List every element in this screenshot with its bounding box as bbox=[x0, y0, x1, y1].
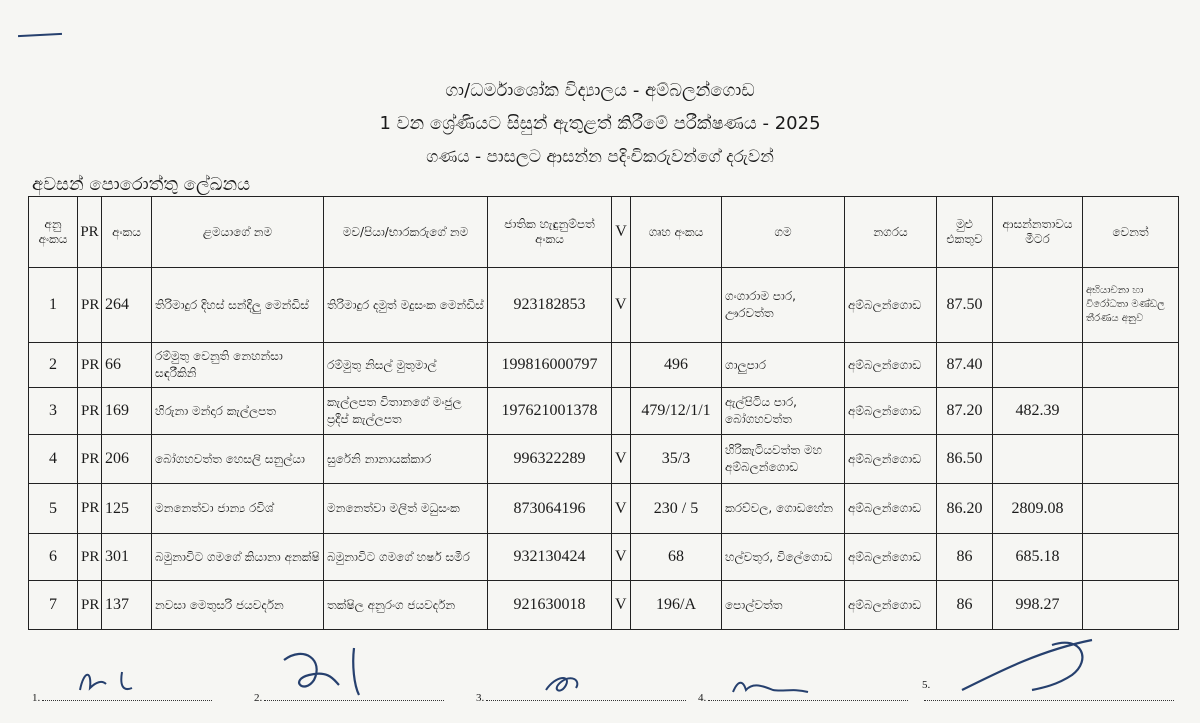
row-number: 4 bbox=[29, 435, 78, 484]
distance-meters: 685.18 bbox=[993, 534, 1083, 581]
village: කරව්වල, ගොඩහේන bbox=[722, 484, 845, 534]
application-id: 169 bbox=[102, 388, 152, 435]
village: ගාලුපාර bbox=[722, 343, 845, 388]
city: අම්බලන්ගොඩ bbox=[845, 388, 937, 435]
school-title: ගා/ධර්මාශෝක විද්‍යාලය - අම්බලන්ගොඩ bbox=[445, 80, 755, 101]
v-mark: V bbox=[612, 534, 631, 581]
total-marks: 87.50 bbox=[937, 268, 993, 343]
distance-meters: 2809.08 bbox=[993, 484, 1083, 534]
other-note bbox=[1083, 343, 1179, 388]
house-number: 479/12/1/1 bbox=[631, 388, 722, 435]
pr-code: PR bbox=[78, 534, 102, 581]
child-name: මනනෙත්වා ජාන්‍ය රවිශ් bbox=[152, 484, 324, 534]
total-marks: 86 bbox=[937, 581, 993, 630]
child-name: තිරිමාදුර දිහස් සන්දිලු මෙන්ඩිස් bbox=[152, 268, 324, 343]
other-note bbox=[1083, 435, 1179, 484]
v-mark: V bbox=[612, 581, 631, 630]
pr-code: PR bbox=[78, 581, 102, 630]
house-number: 68 bbox=[631, 534, 722, 581]
table-row bbox=[29, 484, 1179, 534]
distance-meters bbox=[993, 268, 1083, 343]
signature-scribble-1 bbox=[72, 660, 162, 700]
row-number: 5 bbox=[29, 484, 78, 534]
col-header: මුළු එකතුව bbox=[937, 197, 993, 268]
pr-code: PR bbox=[78, 268, 102, 343]
v-mark: V bbox=[612, 484, 631, 534]
signature-scribble-2 bbox=[274, 640, 384, 700]
house-number: 196/A bbox=[631, 581, 722, 630]
total-marks: 86 bbox=[937, 534, 993, 581]
child-name: බමුනාවිට ගමගේ කියානා අනක්ෂි bbox=[152, 534, 324, 581]
col-header: නගරය bbox=[845, 197, 937, 268]
signature-scribble-3 bbox=[536, 660, 596, 700]
pr-code: PR bbox=[78, 388, 102, 435]
pen-mark bbox=[18, 33, 62, 37]
signature-area bbox=[28, 640, 1178, 710]
signature-line-4: 4. bbox=[698, 691, 908, 704]
city: අම්බලන්ගොඩ bbox=[845, 435, 937, 484]
col-header: ගෘහ අංකය bbox=[631, 197, 722, 268]
signature-scribble-4 bbox=[728, 670, 818, 700]
col-header: ගම bbox=[722, 197, 845, 268]
village: ඇල්පිටිය පාර, බෝගහවත්ත bbox=[722, 388, 845, 435]
col-header: ළමයාගේ නම bbox=[152, 197, 324, 268]
list-title: අවසන් පොරොත්තු ලේඛනය bbox=[32, 174, 251, 195]
other-note bbox=[1083, 534, 1179, 581]
nic-number: 197621001378 bbox=[488, 388, 612, 435]
distance-meters bbox=[993, 435, 1083, 484]
village: හිරිකැටියවත්ත මහ අම්බලන්ගොඩ bbox=[722, 435, 845, 484]
child-name: නවසා මෙතුසරි ජයවර්දන bbox=[152, 581, 324, 630]
house-number: 230 / 5 bbox=[631, 484, 722, 534]
parent-name: මනනෙත්වා මලිත් මධුසංක bbox=[324, 484, 488, 534]
col-header: PR bbox=[78, 197, 102, 268]
application-id: 137 bbox=[102, 581, 152, 630]
pr-code: PR bbox=[78, 343, 102, 388]
table-row bbox=[29, 435, 1179, 484]
total-marks: 86.50 bbox=[937, 435, 993, 484]
parent-name: තිරිමාදුර දමුත් මදුසංක මෙන්ඩිස් bbox=[324, 268, 488, 343]
nic-number: 921630018 bbox=[488, 581, 612, 630]
row-number: 1 bbox=[29, 268, 78, 343]
city: අම්බලන්ගොඩ bbox=[845, 484, 937, 534]
row-number: 6 bbox=[29, 534, 78, 581]
parent-name: බමුනාවිට ගමගේ හර්ෂ සමීර bbox=[324, 534, 488, 581]
v-mark: V bbox=[612, 435, 631, 484]
table-row bbox=[29, 388, 1179, 435]
total-marks: 87.40 bbox=[937, 343, 993, 388]
nic-number: 996322289 bbox=[488, 435, 612, 484]
total-marks: 87.20 bbox=[937, 388, 993, 435]
application-id: 66 bbox=[102, 343, 152, 388]
table-row bbox=[29, 268, 1179, 343]
exam-title: 1 වන ශ්‍රේණියට සිසුන් ඇතුළත් කිරීමේ පරීක්ෂණය - 2025 bbox=[379, 113, 821, 134]
city: අම්බලන්ගොඩ bbox=[845, 268, 937, 343]
child-name: රම්මුතු වෙනුති නෙහන්සා සඳරීකිනි bbox=[152, 343, 324, 388]
signature-line-3: 3. bbox=[476, 691, 686, 704]
other-note bbox=[1083, 484, 1179, 534]
city: අම්බලන්ගොඩ bbox=[845, 534, 937, 581]
child-name: හිරුනා මන්දාර කැල්ලපත bbox=[152, 388, 324, 435]
pr-code: PR bbox=[78, 435, 102, 484]
col-header: අංකය bbox=[102, 197, 152, 268]
total-marks: 86.20 bbox=[937, 484, 993, 534]
nic-number: 199816000797 bbox=[488, 343, 612, 388]
table-row bbox=[29, 581, 1179, 630]
other-note: අභියාචනා හා විරෝධතා මණ්ඩල තීරණය අනුව bbox=[1083, 268, 1179, 343]
signature-line-2: 2. bbox=[254, 691, 444, 704]
city: අම්බලන්ගොඩ bbox=[845, 581, 937, 630]
other-note bbox=[1083, 388, 1179, 435]
distance-meters: 482.39 bbox=[993, 388, 1083, 435]
parent-name: සුරේනි නානායක්කාර bbox=[324, 435, 488, 484]
signature-scribble-5 bbox=[942, 630, 1112, 700]
distance-meters bbox=[993, 343, 1083, 388]
v-mark: V bbox=[612, 268, 631, 343]
child-name: බෝගහවත්ත හෙසලි සනුල්යා bbox=[152, 435, 324, 484]
village: හල්වතුර, විලේගොඩ bbox=[722, 534, 845, 581]
distance-meters: 998.27 bbox=[993, 581, 1083, 630]
category-title: ගණය - පාසලට ආසන්න පදිංචිකරුවන්ගේ දරුවන් bbox=[426, 147, 774, 167]
village: පොල්වත්ත bbox=[722, 581, 845, 630]
col-header: වෙනත් bbox=[1083, 197, 1179, 268]
signature-line-5: 5. bbox=[922, 678, 1178, 704]
pr-code: PR bbox=[78, 484, 102, 534]
col-header: V bbox=[612, 197, 631, 268]
table-header-row bbox=[29, 197, 1179, 268]
table-row bbox=[29, 534, 1179, 581]
col-header: ජාතික හැඳුනුම්පත් අංකය bbox=[488, 197, 612, 268]
other-note bbox=[1083, 581, 1179, 630]
waiting-list-table bbox=[28, 196, 1179, 630]
village: ගංගාරාම පාර, ඌරවත්ත bbox=[722, 268, 845, 343]
col-header: මව/පියා/භාරකරුගේ නම bbox=[324, 197, 488, 268]
city: අම්බලන්ගොඩ bbox=[845, 343, 937, 388]
v-mark bbox=[612, 388, 631, 435]
table-row bbox=[29, 343, 1179, 388]
application-id: 301 bbox=[102, 534, 152, 581]
parent-name: කැල්ලපත විතානගේ මංජුල ප්‍රදීප් කැල්ලපත bbox=[324, 388, 488, 435]
row-number: 7 bbox=[29, 581, 78, 630]
house-number bbox=[631, 268, 722, 343]
house-number: 35/3 bbox=[631, 435, 722, 484]
house-number: 496 bbox=[631, 343, 722, 388]
nic-number: 932130424 bbox=[488, 534, 612, 581]
parent-name: තක්ෂිල අනුරංග ජයවර්දන bbox=[324, 581, 488, 630]
row-number: 3 bbox=[29, 388, 78, 435]
signature-line-1: 1. bbox=[32, 691, 212, 704]
application-id: 206 bbox=[102, 435, 152, 484]
col-header: ආසන්නතාවය මීටර bbox=[993, 197, 1083, 268]
col-header: අනු අංකය bbox=[29, 197, 78, 268]
application-id: 264 bbox=[102, 268, 152, 343]
application-id: 125 bbox=[102, 484, 152, 534]
v-mark bbox=[612, 343, 631, 388]
parent-name: රම්මුතු නිසල් මුතුමාල් bbox=[324, 343, 488, 388]
nic-number: 923182853 bbox=[488, 268, 612, 343]
row-number: 2 bbox=[29, 343, 78, 388]
nic-number: 873064196 bbox=[488, 484, 612, 534]
